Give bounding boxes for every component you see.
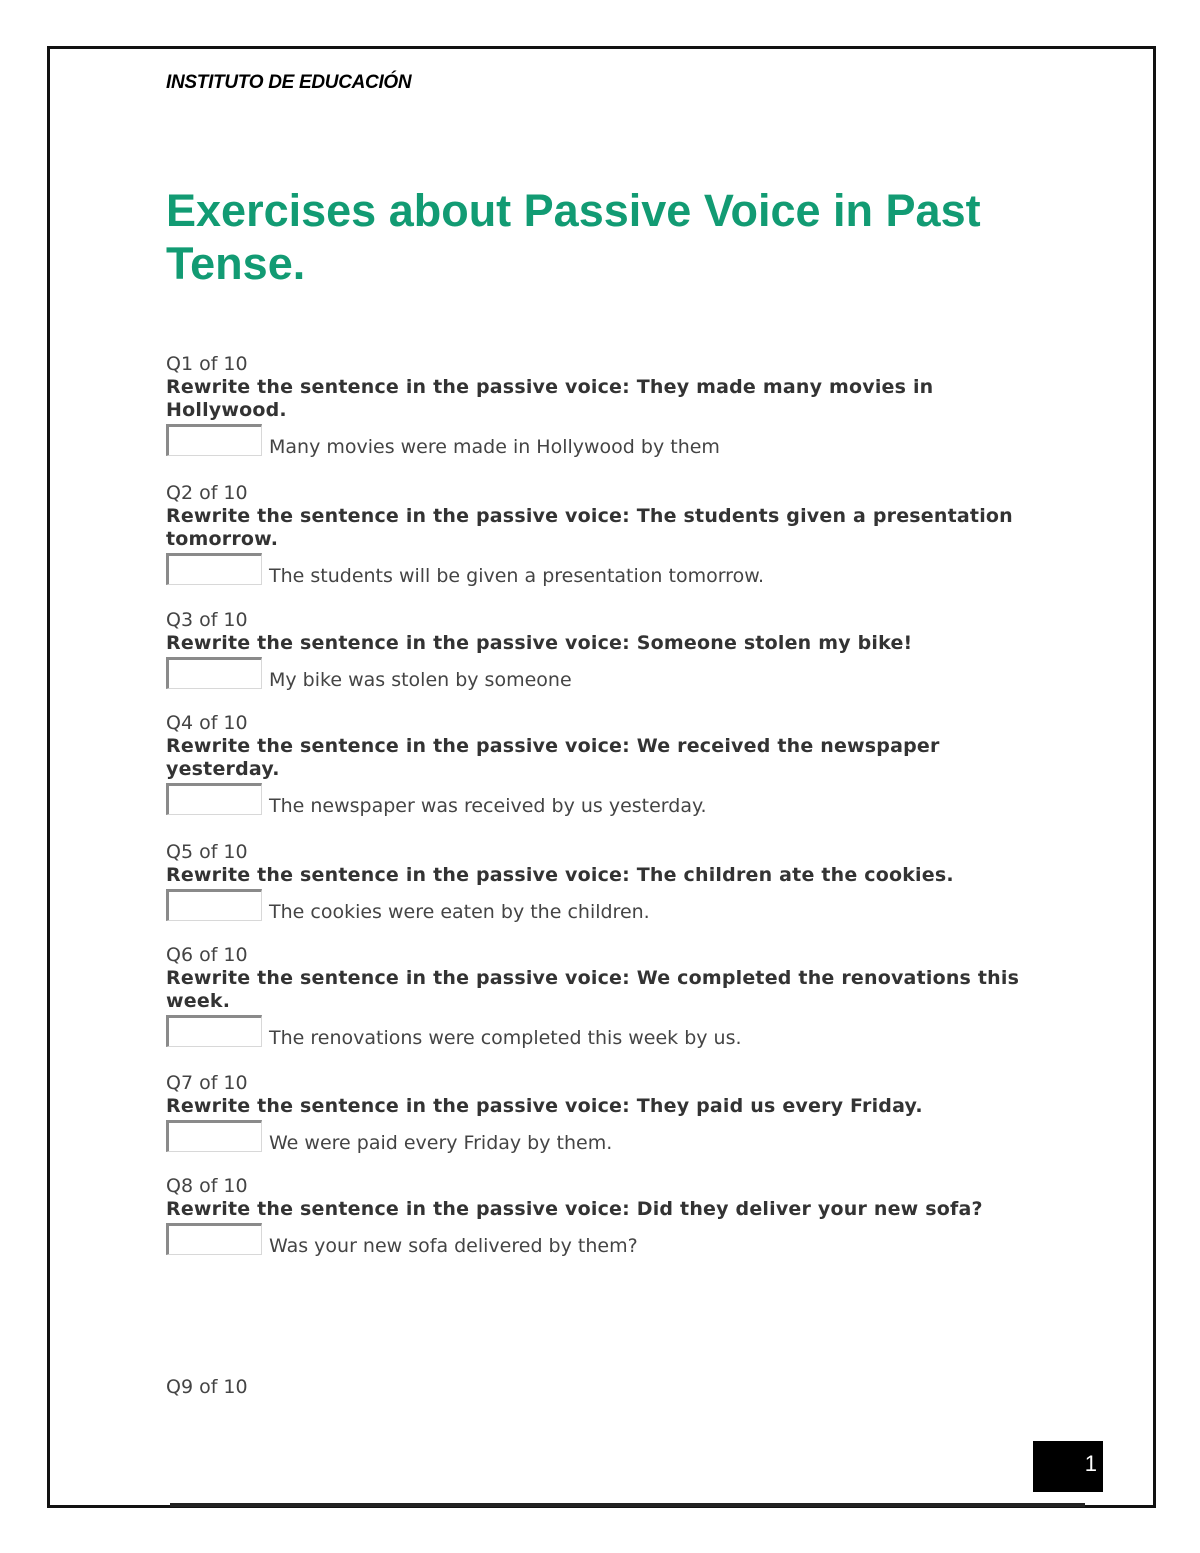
question-prompt: Rewrite the sentence in the passive voice: Someone stolen my bike! — [166, 632, 913, 654]
page-title: Exercises about Passive Voice in Past Tense. — [166, 185, 981, 289]
answer-input[interactable] — [166, 657, 262, 689]
answer-input[interactable] — [166, 553, 262, 585]
answer-text: We were paid every Friday by them. — [269, 1132, 613, 1154]
question-number: Q1 of 10 — [166, 353, 248, 375]
question-3 — [166, 608, 1046, 695]
question-prompt: Rewrite the sentence in the passive voice: They made many movies in Hollywood. — [166, 376, 934, 421]
question-7 — [166, 1071, 1046, 1158]
question-number: Q8 of 10 — [166, 1175, 248, 1197]
question-number: Q7 of 10 — [166, 1072, 248, 1094]
answer-row — [166, 889, 1046, 927]
institution-header: INSTITUTO DE EDUCACIÓN — [166, 72, 412, 93]
question-1 — [166, 352, 1046, 462]
answer-row — [166, 1015, 1046, 1053]
question-prompt: Rewrite the sentence in the passive voice: We completed the renovations this week. — [166, 967, 1020, 1012]
question-prompt: Rewrite the sentence in the passive voice: The students given a presentation tomorrow. — [166, 505, 1013, 550]
answer-text: Was your new sofa delivered by them? — [269, 1235, 638, 1257]
answer-row — [166, 424, 1046, 462]
answer-text: The renovations were completed this week by us. — [269, 1027, 742, 1049]
question-number: Q6 of 10 — [166, 944, 248, 966]
answer-text: The cookies were eaten by the children. — [269, 901, 650, 923]
question-number: Q4 of 10 — [166, 712, 248, 734]
question-prompt: Rewrite the sentence in the passive voice: Did they deliver your new sofa? — [166, 1198, 983, 1220]
answer-input[interactable] — [166, 1015, 262, 1047]
answer-input[interactable] — [166, 1223, 262, 1255]
question-5 — [166, 840, 1046, 927]
answer-text: My bike was stolen by someone — [269, 669, 572, 691]
answer-row — [166, 1120, 1046, 1158]
page-number-badge — [1033, 1441, 1103, 1492]
question-4 — [166, 711, 1046, 821]
answer-row — [166, 783, 1046, 821]
question-prompt: Rewrite the sentence in the passive voice: We received the newspaper yesterday. — [166, 735, 940, 780]
question-6 — [166, 943, 1046, 1053]
question-number: Q5 of 10 — [166, 841, 248, 863]
answer-input[interactable] — [166, 424, 262, 456]
answer-input[interactable] — [166, 889, 262, 921]
question-number: Q3 of 10 — [166, 609, 248, 631]
question-2 — [166, 481, 1046, 591]
answer-text: The newspaper was received by us yesterday. — [269, 795, 707, 817]
question-number: Q9 of 10 — [166, 1376, 248, 1398]
question-prompt: Rewrite the sentence in the passive voice: They paid us every Friday. — [166, 1095, 923, 1117]
question-number: Q2 of 10 — [166, 482, 248, 504]
answer-input[interactable] — [166, 783, 262, 815]
question-9 — [166, 1375, 1046, 1399]
question-prompt: Rewrite the sentence in the passive voice: The children ate the cookies. — [166, 864, 954, 886]
answer-row — [166, 1223, 1046, 1261]
footer-rule — [170, 1503, 1085, 1507]
answer-row — [166, 553, 1046, 591]
answer-text: The students will be given a presentation tomorrow. — [269, 565, 765, 587]
answer-row — [166, 657, 1046, 695]
question-8 — [166, 1174, 1046, 1261]
page-number: 1 — [1084, 1451, 1097, 1476]
answer-text: Many movies were made in Hollywood by them — [269, 436, 720, 458]
answer-input[interactable] — [166, 1120, 262, 1152]
